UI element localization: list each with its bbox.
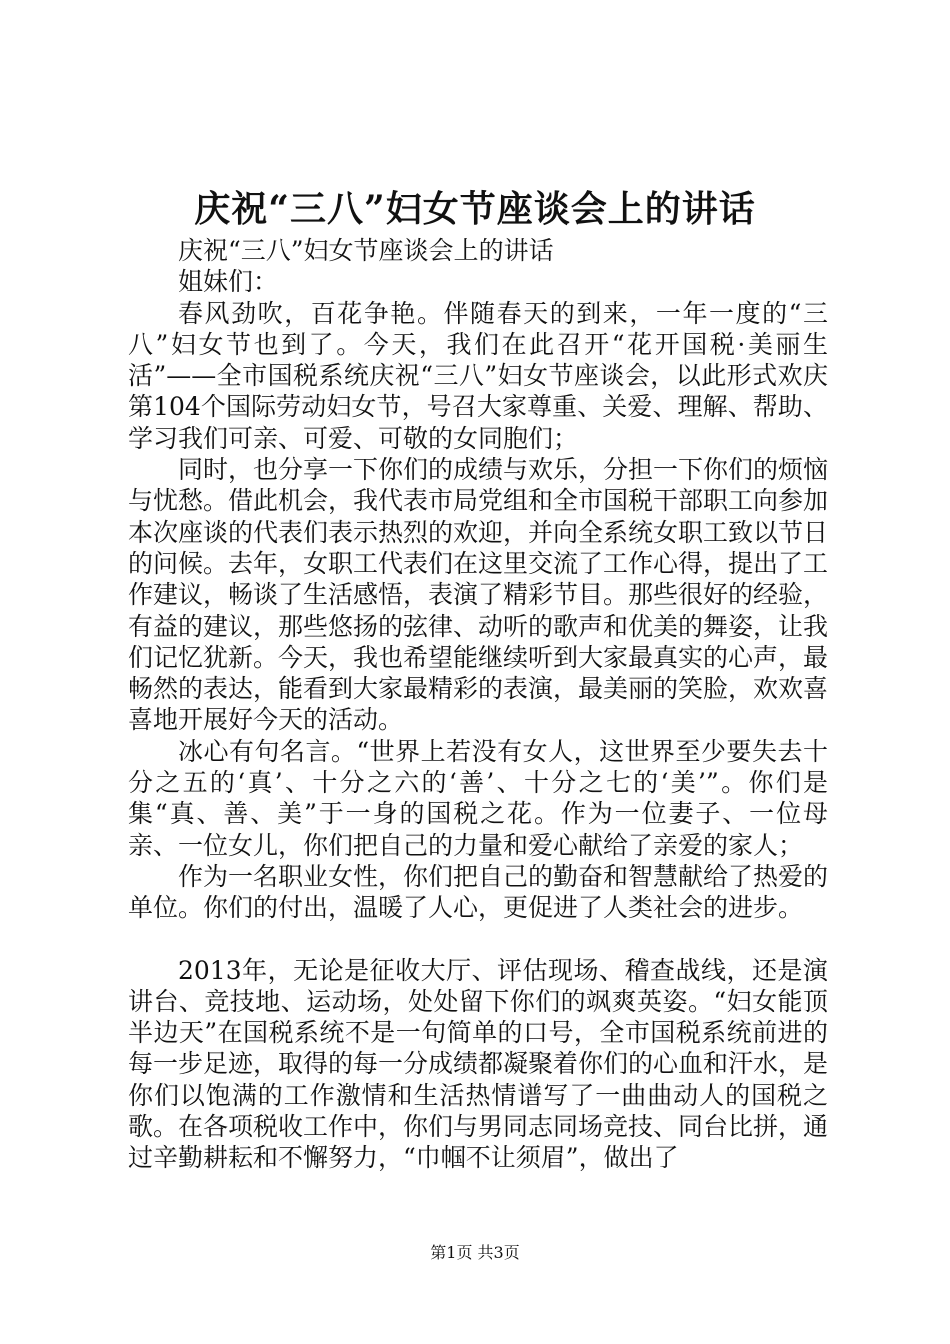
body-paragraph: 2013年，无论是征收大厅、评估现场、稽查战线，还是演讲台、竞技地、运动场，处处留下你们的飒爽英姿。“妇女能顶半边天”在国税系统不是一句简单的口号，全市国税系统前进的每一步足迹，取得的每一分成绩都凝聚着你们的心血和汗水，是你们以饱满的工作激情和生活热情谱写了一曲曲动人的国税之歌。在各项税收工作中，你们与男同志同场竞技、同台比拼，通过辛勤耕耘和不懈努力，“巾帼不让须眉”，做出了 bbox=[128, 955, 829, 1173]
document-body bbox=[128, 235, 828, 1174]
subtitle-paragraph: 庆祝“三八”妇女节座谈会上的讲话 bbox=[178, 236, 554, 265]
body-paragraph: 作为一名职业女性，你们把自己的勤奋和智慧献给了热爱的单位。你们的付出，温暖了人心，更促进了人类社会的进步。 bbox=[128, 861, 829, 923]
salutation-paragraph: 姐妹们： bbox=[178, 267, 279, 297]
document-title: 庆祝“三八”妇女节座谈会上的讲话 bbox=[194, 188, 756, 230]
body-paragraph: 冰心有句名言。“世界上若没有女人，这世界至少要失去十分之五的‘真’、十分之六的‘善’、十分之七的‘美’”。你们是集“真、善、美”于一身的国税之花。作为一位妻子、一位母亲、一位女儿，你们把自己的力量和爱心献给了亲爱的家人； bbox=[128, 736, 828, 860]
page-footer: 第1页 共3页 bbox=[430, 1243, 520, 1262]
body-paragraph: 春风劲吹，百花争艳。伴随春天的到来，一年一度的“三八”妇女节也到了。今天，我们在此召开“花开国税·美丽生活”——全市国税系统庆祝“三八”妇女节座谈会，以此形式欢庆第104个国际劳动妇女节，号召大家尊重、关爱、理解、帮助、学习我们可亲、可爱、可敬的女同胞们； bbox=[128, 298, 828, 453]
body-paragraph: 同时，也分享一下你们的成绩与欢乐，分担一下你们的烦恼与忧愁。借此机会，我代表市局党组和全市国税干部职工向参加本次座谈的代表们表示热烈的欢迎，并向全系统女职工致以节日的问候。去年，女职工代表们在这里交流了工作心得，提出了工作建议，畅谈了生活感悟，表演了精彩节目。那些很好的经验，有益的建议，那些悠扬的弦律、动听的歌声和优美的舞姿，让我们记忆犹新。今天，我也希望能继续听到大家最真实的心声，最畅然的表达，能看到大家最精彩的表演，最美丽的笑脸，欢欢喜喜地开展好今天的活动。 bbox=[128, 455, 829, 735]
